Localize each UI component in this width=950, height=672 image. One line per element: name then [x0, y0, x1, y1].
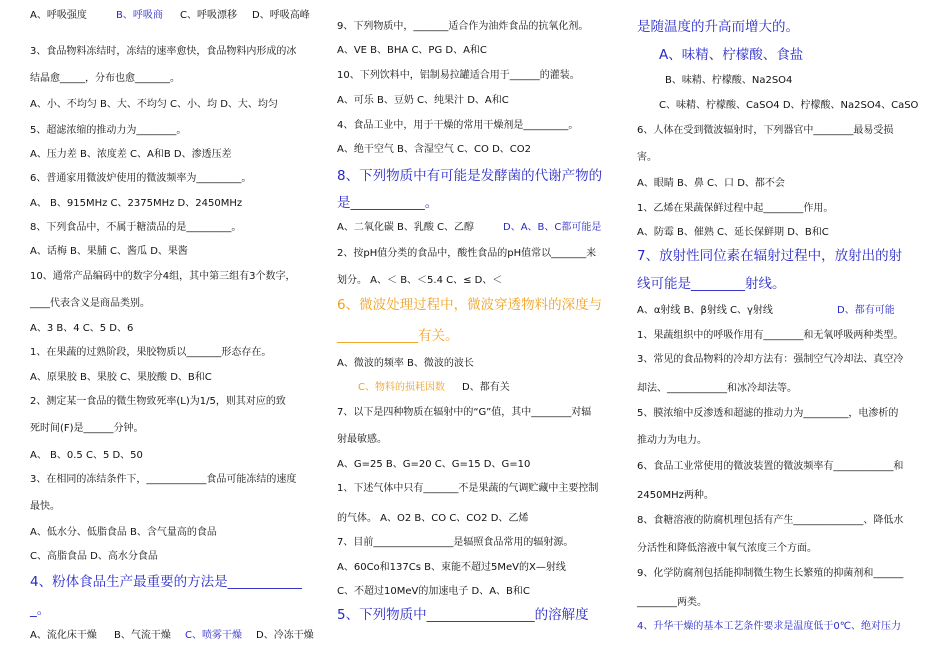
- options-line: A、G=25 B、G=20 C、G=15 D、G=10: [337, 459, 531, 470]
- highlighted-answer: A、味精、柠檬酸、食盐: [659, 47, 804, 63]
- question-line: 9、化学防腐剂包括能抑制微生物生长繁殖的抑菌剂和______: [637, 568, 904, 579]
- options-line: A、防霉 B、催熟 C、延长保鲜期 D、B和C: [637, 227, 829, 238]
- question-line: 2、按pH值分类的食品中，酸性食品的pH值常以_______来: [337, 248, 597, 259]
- option-a: A、呼吸强度: [30, 10, 87, 21]
- option-d-highlighted: D、都有可能: [837, 305, 895, 316]
- question-line: 7、以下是四种物质在辐射中的“G”值，其中________对辐: [337, 407, 592, 418]
- option-b-highlighted: B、呼吸商: [116, 10, 163, 21]
- question-line: 6、食品工业常使用的微波装置的微波频率有____________和: [637, 461, 904, 472]
- highlighted-question: 7、放射性同位素在辐射过程中，放射出的射: [637, 248, 903, 264]
- question-line: 3、常见的食品物料的冷却方法有：强制空气冷却法、真空冷: [637, 354, 904, 365]
- options-line: A、小、不均匀 B、大、不均匀 C、小、均 D、大、均匀: [30, 99, 278, 110]
- question-line: 1、在果蔬的过熟阶段，果胶物质以_______形态存在。: [30, 347, 272, 358]
- question-line: 9、下列物质中，_______适合作为油炸食品的抗氧化剂。: [337, 21, 589, 32]
- question-line: 3、食品物料冻结时，冻结的速率愈快，食品物料内形成的冰: [30, 46, 297, 57]
- question-line: 5、超滤浓缩的推动力为________。: [30, 125, 187, 136]
- question-line: 6、人体在受到微波辐射时，下列器官中________最易受损: [637, 125, 894, 136]
- question-line: 8、下列食品中，不属于糖渍品的是_________。: [30, 222, 242, 233]
- options-line: A、α射线 B、β射线 C、γ射线: [637, 305, 773, 316]
- highlighted-question: ____________有关。: [337, 328, 459, 344]
- options-line: 划分。 A、＜ B、＜5.4 C、≤ D、＜: [337, 275, 503, 286]
- option-d: D、都有关: [462, 382, 510, 393]
- question-line: 推动力为电力。: [637, 435, 707, 446]
- highlighted-question: 是___________。: [337, 195, 439, 211]
- question-line: 1、乙烯在果蔬保鲜过程中起________作用。: [637, 203, 834, 214]
- options-line: A、微波的频率 B、微波的波长: [337, 358, 474, 369]
- option-a: A、流化床干燥: [30, 630, 97, 641]
- options-line: C、高脂食品 D、高水分食品: [30, 551, 158, 562]
- option-c-highlighted: C、物料的损耗因数: [358, 382, 445, 393]
- question-line: 结晶愈_____，分布也愈_______。: [30, 73, 180, 84]
- question-line: 害。: [637, 152, 657, 163]
- question-line: 却法、____________和冰冷却法等。: [637, 383, 797, 394]
- highlighted-question: 4、升华干燥的基本工艺条件要求是温度低于0℃、绝对压力: [637, 621, 901, 632]
- question-line: 2、测定某一食品的微生物致死率(L)为1/5，则其对应的致: [30, 396, 286, 407]
- question-line: 的气体。 A、O2 B、CO C、CO2 D、乙烯: [337, 513, 529, 524]
- options-line: A、60Co和137Cs B、束能不超过5MeV的X—射线: [337, 562, 566, 573]
- options-line: C、味精、柠檬酸、CaSO4 D、柠檬酸、Na2SO4、CaSO: [659, 100, 919, 111]
- options-line: A、压力差 B、浓度差 C、A和B D、渗透压差: [30, 149, 232, 160]
- question-line: 6、普通家用微波炉使用的微波频率为_________。: [30, 173, 252, 184]
- options-line: A、VE B、BHA C、PG D、A和C: [337, 45, 487, 56]
- question-line: 最快。: [30, 501, 60, 512]
- highlighted-question: 8、下列物质中有可能是发酵菌的代谢产物的: [337, 168, 603, 184]
- question-line: 3、在相同的冻结条件下，____________食品可能冻结的速度: [30, 474, 297, 485]
- options-line: A、低水分、低脂食品 B、含气量高的食品: [30, 527, 217, 538]
- question-line: 8、食糖溶液的防腐机理包括有产生______________、降低水: [637, 515, 904, 526]
- options-line: A、绝干空气 B、含湿空气 C、CO D、CO2: [337, 144, 531, 155]
- options-line: C、不超过10MeV的加速电子 D、A、B和C: [337, 586, 530, 597]
- options-line: A、3 B、4 C、5 D、6: [30, 323, 134, 334]
- options-line: A、二氧化碳 B、乳酸 C、乙醇: [337, 222, 475, 233]
- option-c: C、呼吸漂移: [180, 10, 237, 21]
- question-line: 1、下述气体中只有_______不是果蔬的气调贮藏中主要控制: [337, 483, 599, 494]
- option-c-highlighted: C、喷雾干燥: [185, 630, 242, 641]
- option-d: D、冷冻干燥: [256, 630, 314, 641]
- options-line: A、 B、0.5 C、5 D、50: [30, 450, 143, 461]
- question-line: 4、食品工业中，用于干燥的常用干燥剂是_________。: [337, 120, 579, 131]
- question-line: 10、下列饮料中，铝制易拉罐适合用于______的灌装。: [337, 70, 580, 81]
- highlighted-question: 线可能是________射线。: [637, 276, 786, 292]
- highlighted-question: 6、微波处理过程中，微波穿透物料的深度与: [337, 297, 603, 313]
- question-line: 射最敏感。: [337, 434, 387, 445]
- question-line: 7、目前________________是辐照食品常用的辐射源。: [337, 537, 574, 548]
- question-line: 分活性和降低溶液中氧气浓度三个方面。: [637, 543, 817, 554]
- highlighted-question: 4、粉体食品生产最重要的方法是___________: [30, 574, 302, 590]
- question-line: 1、果蔬组织中的呼吸作用有________和无氧呼吸两种类型。: [637, 330, 904, 341]
- question-line: ____代表含义是商品类别。: [30, 298, 150, 309]
- options-line: A、眼睛 B、鼻 C、口 D、都不会: [637, 178, 785, 189]
- highlighted-question: 是随温度的升高而增大的。: [637, 19, 799, 35]
- question-line: 死时间(F)是______分钟。: [30, 423, 144, 434]
- options-line: A、原果胶 B、果胶 C、果胶酸 D、B和C: [30, 372, 212, 383]
- question-line: 5、膜浓缩中反渗透和超滤的推动力为_________，电渗析的: [637, 408, 899, 419]
- highlighted-question: _。: [30, 602, 51, 618]
- question-line: ________两类。: [637, 597, 707, 608]
- options-line: A、可乐 B、豆奶 C、纯果汁 D、A和C: [337, 95, 509, 106]
- question-line: 2450MHz两种。: [637, 490, 714, 501]
- options-line: A、话梅 B、果脯 C、酱瓜 D、果酱: [30, 246, 188, 257]
- option-b: B、气流干燥: [114, 630, 171, 641]
- question-line: 10、通常产品编码中的数字分4组，其中第三组有3个数字，: [30, 271, 296, 282]
- options-line: B、味精、柠檬酸、Na2SO4: [665, 75, 793, 86]
- option-d: D、呼吸高峰: [252, 10, 310, 21]
- options-line: A、 B、915MHz C、2375MHz D、2450MHz: [30, 198, 243, 209]
- highlighted-question: 5、下列物质中________________的溶解度: [337, 607, 589, 623]
- option-d-highlighted: D、A、B、C都可能是: [503, 222, 602, 233]
